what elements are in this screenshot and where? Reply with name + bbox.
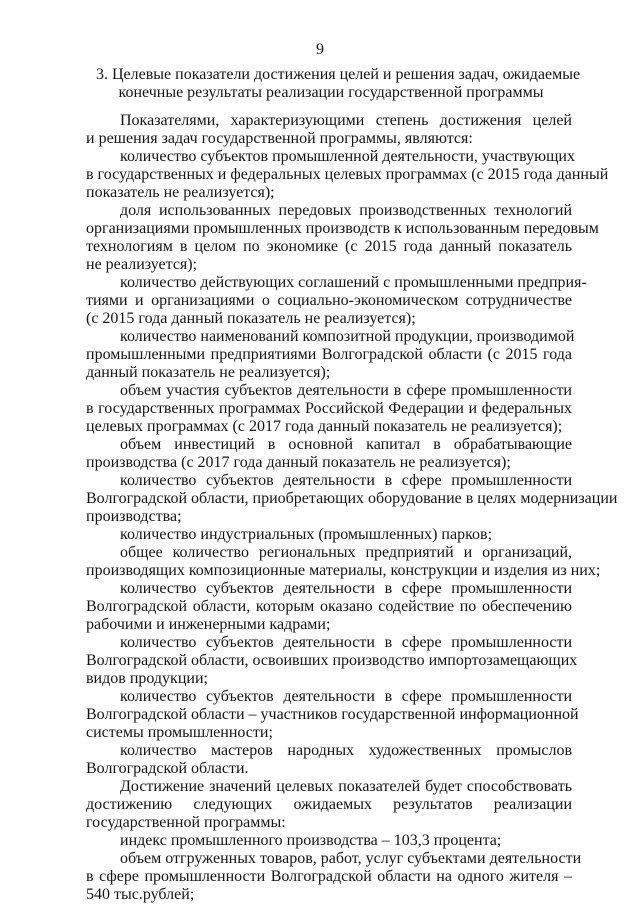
paragraph	[86, 382, 572, 436]
paragraph	[86, 634, 578, 688]
paragraph-line: Волгоградской области, приобретающих оборудование в целях модернизации	[86, 490, 618, 507]
paragraph-line: количество наименований композитной продукции, производимой	[120, 328, 575, 345]
section-heading	[96, 66, 581, 102]
paragraph-line: производства (с 2017 года данный показатель не реализуется);	[86, 454, 511, 471]
paragraph	[86, 202, 599, 274]
section-heading-line: конечные результаты реализации государственной программы	[118, 84, 544, 101]
paragraph-line: доля использованных передовых производственных технологий	[120, 202, 572, 219]
paragraph-line: системы промышленности;	[86, 724, 273, 741]
paragraph-line: государственной программы:	[86, 814, 286, 831]
paragraph	[86, 436, 572, 472]
paragraph-line: количество субъектов деятельности в сфере промышленности	[120, 472, 572, 489]
page-number: 9	[316, 41, 324, 58]
paragraph	[86, 778, 572, 832]
paragraph-line: Показателями, характеризующими степень достижения целей	[120, 112, 572, 129]
paragraph-line: показатель не реализуется);	[86, 184, 275, 201]
paragraph-line: Волгоградской области, которым оказано содействие по обеспечению	[86, 598, 572, 615]
paragraph	[86, 526, 572, 544]
paragraph	[86, 112, 572, 148]
paragraph-line: и решения задач государственной программы, являются:	[86, 130, 473, 147]
paragraph	[86, 688, 579, 742]
paragraph	[86, 850, 582, 904]
paragraph	[86, 742, 572, 778]
paragraph-line: (с 2015 года данный показатель не реализуется);	[86, 310, 416, 327]
section-heading-line: 3. Целевые показатели достижения целей и решения задач, ожидаемые	[96, 66, 581, 83]
paragraph-line: данный показатель не реализуется);	[86, 364, 331, 381]
paragraph	[86, 274, 587, 328]
paragraph-line: тиями и организациями о социально-экономическом сотрудничестве	[86, 292, 572, 309]
paragraph-line: промышленными предприятиями Волгоградской области (с 2015 года	[86, 346, 572, 363]
paragraph-line: Волгоградской области – участников государственной информационной	[86, 706, 579, 723]
paragraph-line: в государственных программах Российской Федерации и федеральных	[86, 400, 572, 417]
paragraph-line: количество субъектов промышленной деятельности, участвующих	[120, 148, 575, 165]
paragraph-line: в государственных и федеральных целевых программах (с 2015 года данный	[86, 166, 609, 183]
paragraph	[86, 148, 609, 202]
paragraph-line: количество субъектов деятельности в сфере промышленности	[120, 634, 572, 651]
paragraph	[86, 544, 601, 580]
paragraph-line: Достижение значений целевых показателей будет способствовать	[120, 778, 572, 795]
paragraph-line: 540 тыс.рублей;	[86, 886, 195, 903]
paragraph-line: производящих композиционные материалы, конструкции и изделия из них;	[86, 562, 601, 579]
paragraph-line: не реализуется);	[86, 256, 198, 273]
paragraph-line: объем участия субъектов деятельности в сфере промышленности	[120, 382, 572, 399]
paragraph-line: количество субъектов деятельности в сфере промышленности	[120, 688, 572, 705]
paragraph-line: Волгоградской области, освоивших производство импортозамещающих	[86, 652, 578, 669]
paragraph-line: объем инвестиций в основной капитал в обрабатывающие	[120, 436, 572, 453]
paragraph-line: достижению следующих ожидаемых результатов реализации	[86, 796, 572, 813]
paragraph-line: организациями промышленных производств к использованным передовым	[86, 220, 599, 237]
paragraph-line: Волгоградской области.	[86, 760, 249, 777]
paragraph-line: технологиям в целом по экономике (с 2015 года данный показатель	[86, 238, 572, 255]
paragraph-line: видов продукции;	[86, 670, 208, 687]
paragraph-line: производства;	[86, 508, 182, 525]
paragraph-line: количество субъектов деятельности в сфере промышленности	[120, 580, 572, 597]
document-body	[86, 112, 618, 904]
paragraph-line: в сфере промышленности Волгоградской области на одного жителя –	[86, 868, 572, 885]
paragraph	[86, 832, 572, 850]
paragraph	[86, 472, 618, 526]
paragraph-line: целевых программах (с 2017 года данный показатель не реализуется);	[86, 418, 563, 435]
paragraph-line: общее количество региональных предприятий и организаций,	[120, 544, 572, 561]
paragraph-line: индекс промышленного производства – 103,3 процента;	[120, 832, 502, 849]
paragraph-line: количество действующих соглашений с промышленными предприя-	[120, 274, 587, 291]
paragraph-line: объем отгруженных товаров, работ, услуг субъектами деятельности	[120, 850, 582, 867]
paragraph-line: количество индустриальных (промышленных) парков;	[120, 526, 493, 543]
paragraph	[86, 328, 575, 382]
paragraph	[86, 580, 572, 634]
paragraph-line: количество мастеров народных художественных промыслов	[120, 742, 572, 759]
paragraph-line: рабочими и инженерными кадрами;	[86, 616, 331, 633]
